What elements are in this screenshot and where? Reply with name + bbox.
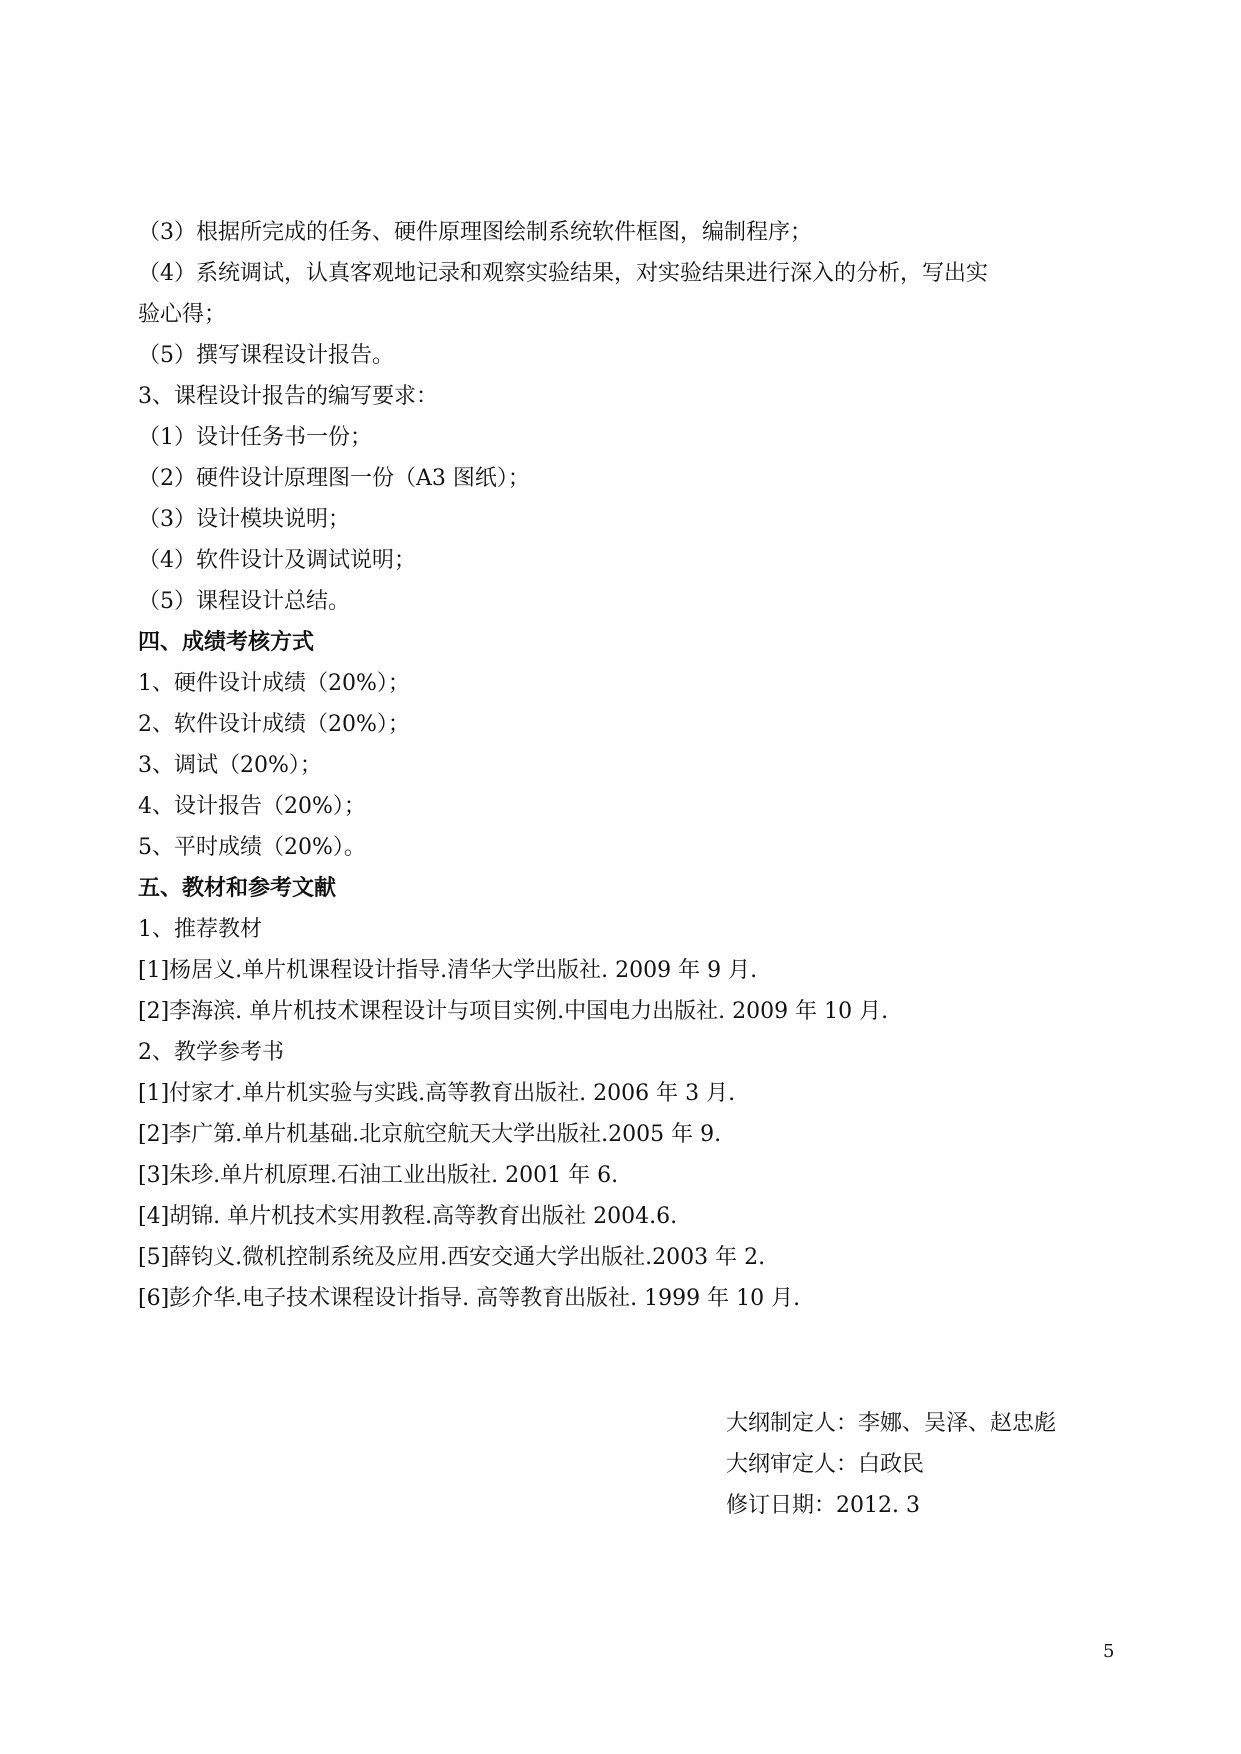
reference-item: [1]付家才.单片机实验与实践.高等教育出版社. 2006 年 3 月. bbox=[138, 1081, 736, 1106]
reference-item: [1]杨居义.单片机课程设计指导.清华大学出版社. 2009 年 9 月. bbox=[138, 958, 758, 983]
syllabus-reviewer: 大纲审定人：白政民 bbox=[726, 1452, 925, 1477]
text-line: 5、平时成绩（20%）。 bbox=[138, 835, 366, 860]
text-line: 2、教学参考书 bbox=[138, 1040, 284, 1065]
text-line: （2）硬件设计原理图一份（A3 图纸）； bbox=[138, 466, 530, 491]
revision-date: 修订日期：2012. 3 bbox=[726, 1493, 920, 1518]
text-line: 1、推荐教材 bbox=[138, 917, 262, 942]
text-line: （3）根据所完成的任务、硬件原理图绘制系统软件框图，编制程序； bbox=[138, 220, 812, 245]
reference-item: [2]李广第.单片机基础.北京航空航天大学出版社.2005 年 9. bbox=[138, 1122, 722, 1147]
text-line: 验心得； bbox=[138, 302, 227, 327]
section-heading-references: 五、教材和参考文献 bbox=[138, 876, 337, 901]
text-line: 4、设计报告（20%）； bbox=[138, 794, 366, 819]
text-line: （5）撰写课程设计报告。 bbox=[138, 343, 394, 368]
reference-item: [6]彭介华.电子技术课程设计指导. 高等教育出版社. 1999 年 10 月. bbox=[138, 1286, 801, 1311]
reference-item: [3]朱珍.单片机原理.石油工业出版社. 2001 年 6. bbox=[138, 1163, 619, 1188]
page-number: 5 bbox=[1103, 1641, 1115, 1662]
text-line: （3）设计模块说明； bbox=[138, 507, 350, 532]
text-line: （4）软件设计及调试说明； bbox=[138, 548, 416, 573]
text-line: 3、调试（20%）； bbox=[138, 753, 322, 778]
text-line: 2、软件设计成绩（20%）； bbox=[138, 712, 410, 737]
reference-item: [5]薛钧义.微机控制系统及应用.西安交通大学出版社.2003 年 2. bbox=[138, 1245, 766, 1270]
section-heading-assessment: 四、成绩考核方式 bbox=[138, 630, 315, 655]
text-line: （5）课程设计总结。 bbox=[138, 589, 350, 614]
reference-item: [4]胡锦. 单片机技术实用教程.高等教育出版社 2004.6. bbox=[138, 1204, 678, 1229]
text-line: 1、硬件设计成绩（20%）； bbox=[138, 671, 410, 696]
reference-item: [2]李海滨. 单片机技术课程设计与项目实例.中国电力出版社. 2009 年 10 月. bbox=[138, 999, 889, 1024]
text-line: （4）系统调试，认真客观地记录和观察实验结果，对实验结果进行深入的分析，写出实 bbox=[138, 261, 988, 286]
syllabus-author: 大纲制定人：李娜、吴泽、赵忠彪 bbox=[726, 1411, 1057, 1436]
text-line: 3、课程设计报告的编写要求： bbox=[138, 384, 438, 409]
text-line: （1）设计任务书一份； bbox=[138, 425, 372, 450]
